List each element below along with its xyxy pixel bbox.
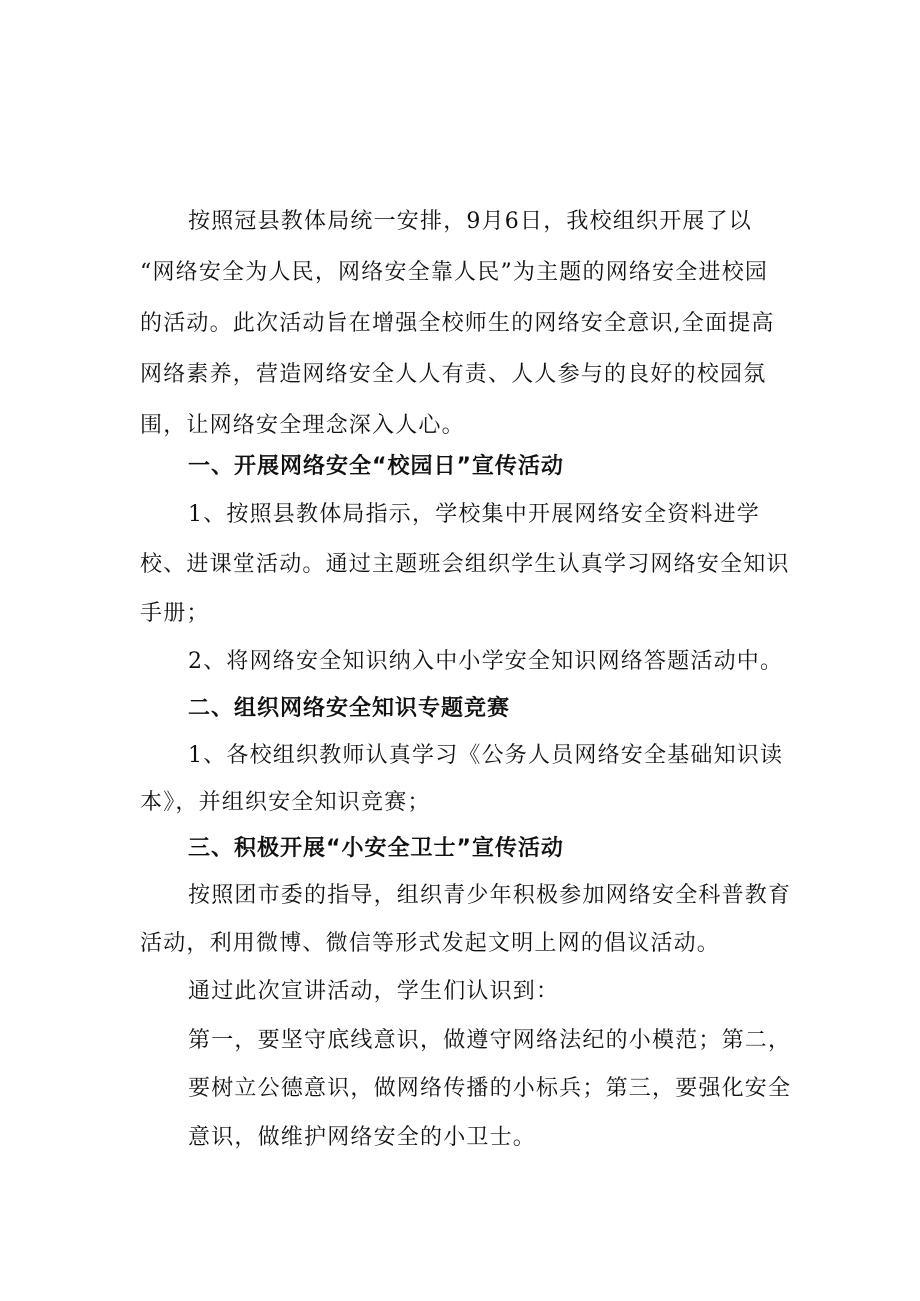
- section-1-item-1-line-3: 手册；: [140, 601, 210, 626]
- conclusion-lead: 通过此次宣讲活动，学生们认识到：: [188, 979, 560, 1004]
- section-2-heading: 二、组织网络安全知识专题竞赛: [188, 696, 511, 721]
- intro-line-3: 的活动。此次活动旨在增强全校师生的网络安全意识,全面提高: [140, 311, 775, 336]
- conclusion-point-line-1: 第一，要坚守底线意识，做遵守网络法纪的小模范；第二，: [188, 1028, 792, 1053]
- conclusion-point-line-3: 意识，做维护网络安全的小卫士。: [188, 1125, 537, 1150]
- section-3-heading: 三、积极开展“小安全卫士”宣传活动: [188, 836, 564, 861]
- section-3-body-line-1: 按照团市委的指导，组织青少年积极参加网络安全科普教育: [188, 883, 792, 908]
- intro-line-4: 网络素养，营造网络安全人人有责、人人参与的良好的校园氛: [140, 362, 767, 387]
- section-1-item-2: 2、将网络安全知识纳入中小学安全知识网络答题活动中。: [188, 649, 784, 674]
- section-2-item-1-line-2: 本》，并组织安全知识竞赛；: [140, 790, 431, 815]
- section-1-item-1-line-1: 1、按照县教体局指示，学校集中开展网络安全资料进学: [188, 502, 760, 527]
- intro-line-1: 按照冠县教体局统一安排，9月6日，我校组织开展了以: [188, 209, 752, 234]
- conclusion-point-line-2: 要树立公德意识，做网络传播的小标兵；第三，要强化安全: [188, 1076, 792, 1101]
- intro-line-5: 围，让网络安全理念深入人心。: [140, 413, 465, 438]
- intro-line-2: “网络安全为人民，网络安全靠人民”为主题的网络安全进校园: [140, 260, 769, 285]
- section-1-item-1-line-2: 校、进课堂活动。通过主题班会组织学生认真学习网络安全知识: [140, 552, 790, 577]
- section-2-item-1-line-1: 1、各校组织教师认真学习《公务人员网络安全基础知识读: [188, 743, 784, 768]
- section-1-heading: 一、开展网络安全“校园日”宣传活动: [188, 454, 564, 479]
- section-3-body-line-2: 活动，利用微博、微信等形式发起文明上网的倡议活动。: [140, 931, 721, 956]
